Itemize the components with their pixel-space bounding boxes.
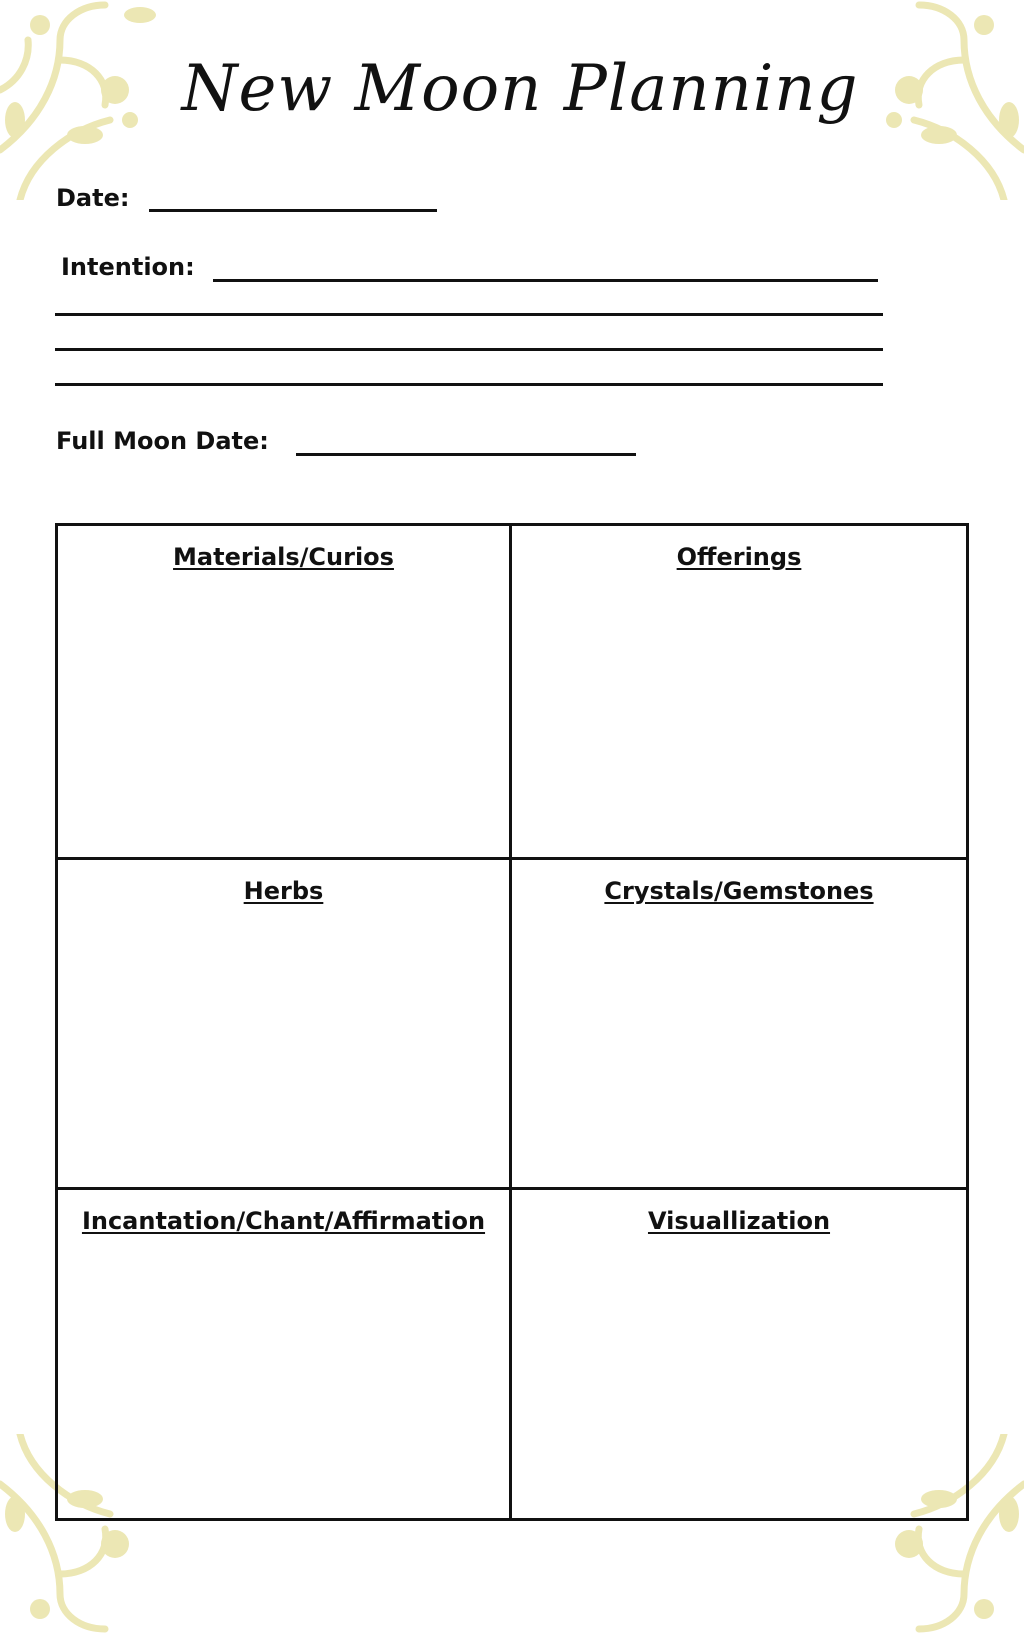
intention-line-2[interactable]: [55, 313, 883, 316]
section-heading: Herbs: [243, 876, 324, 905]
full-moon-date-line[interactable]: [296, 453, 636, 456]
section-offerings[interactable]: [512, 526, 966, 857]
intention-line-4[interactable]: [55, 383, 883, 386]
date-line[interactable]: [149, 209, 437, 212]
page-title: New Moon Planning: [181, 52, 859, 126]
intention-line-1[interactable]: [213, 279, 878, 282]
section-crystals-gemstones[interactable]: [512, 857, 966, 1188]
full-moon-date-label: Full Moon Date:: [56, 427, 269, 455]
section-herbs[interactable]: [58, 857, 512, 1188]
date-label: Date:: [56, 184, 130, 212]
section-visualization[interactable]: [512, 1187, 966, 1518]
section-heading: Incantation/Chant/Affirmation: [81, 1207, 486, 1236]
section-heading: Visuallization: [647, 1207, 831, 1236]
section-incantation[interactable]: [58, 1187, 512, 1518]
section-heading: Crystals/Gemstones: [604, 876, 874, 905]
planning-grid: [55, 523, 969, 1521]
intention-line-3[interactable]: [55, 348, 883, 351]
section-materials-curios[interactable]: [58, 526, 512, 857]
section-heading: Materials/Curios: [173, 543, 394, 571]
section-heading: Offerings: [676, 543, 802, 571]
intention-label: Intention:: [61, 253, 195, 281]
